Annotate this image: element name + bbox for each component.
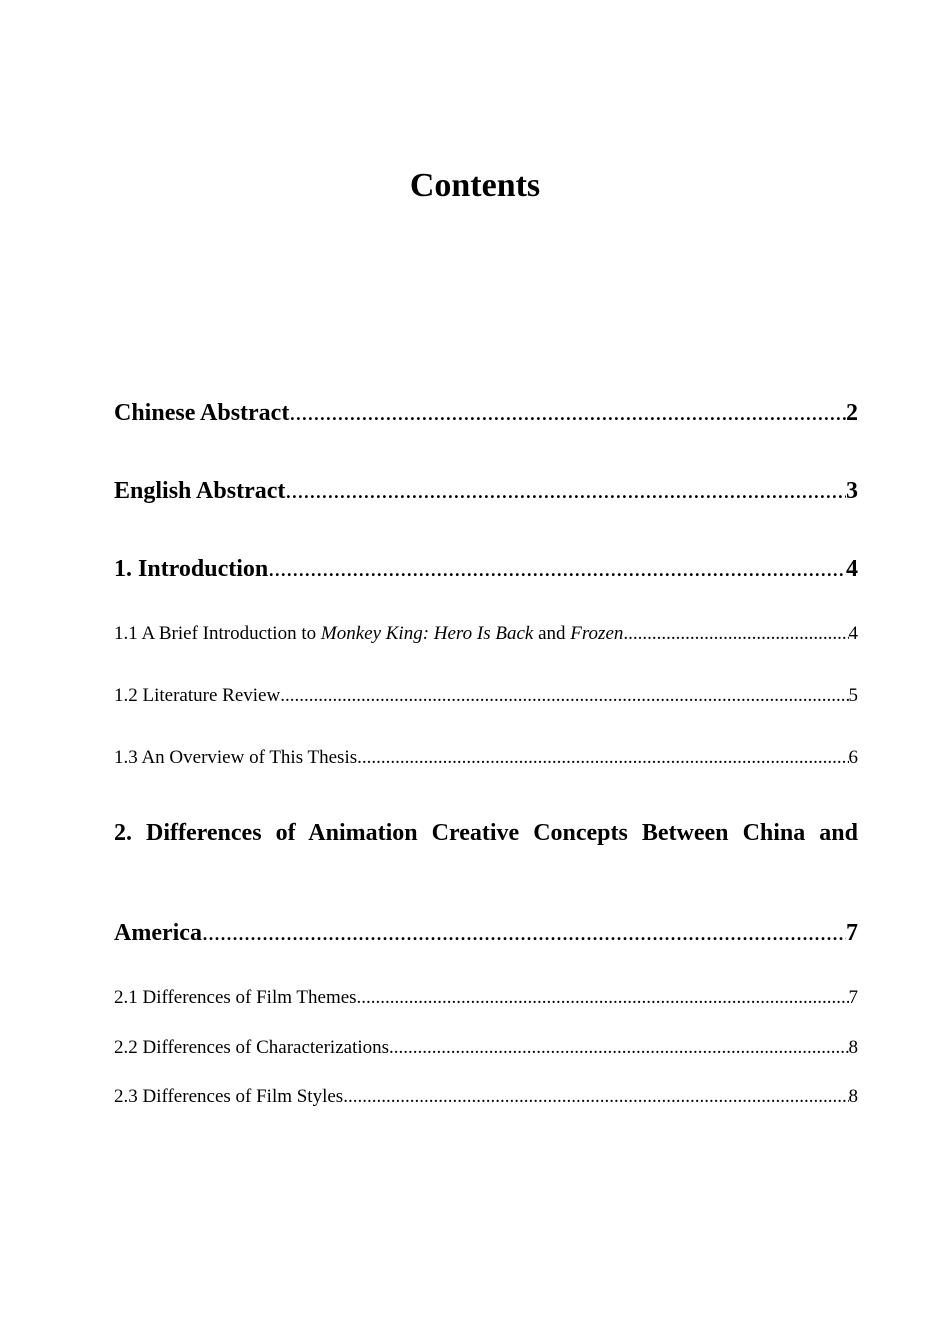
toc-page-number: 8 [848, 1086, 858, 1107]
dot-leader [357, 746, 848, 770]
dot-leader [280, 684, 848, 708]
toc-entry-1-3[interactable] [114, 746, 858, 770]
film-title-monkey-king: Monkey King: Hero Is Back [320, 623, 534, 644]
toc-page-number: 5 [848, 685, 858, 706]
dot-leader [623, 622, 848, 646]
dot-leader [389, 1036, 848, 1060]
page-title: Contents [409, 167, 541, 204]
dot-leader [343, 1085, 848, 1109]
toc-page-number: 4 [848, 623, 858, 644]
toc-page-number: 4 [846, 556, 858, 582]
toc-page-number: 7 [848, 987, 858, 1008]
toc-entry-conjunction: and [533, 623, 571, 644]
toc-entry-chinese-abstract[interactable] [114, 399, 858, 427]
toc-entry-label: 2.1 Differences of Film Themes [114, 987, 357, 1008]
dot-leader [268, 555, 846, 583]
toc-entry-2-2[interactable] [114, 1036, 858, 1060]
toc-entry-label: English Abstract [114, 478, 286, 504]
toc-entry-label: Chinese Abstract [114, 400, 290, 426]
toc-entry-chapter2-line1[interactable]: 2. Differences of Animation Creative Concepts Between China and [114, 820, 858, 846]
dot-leader [289, 399, 846, 427]
toc-entry-2-3[interactable] [114, 1085, 858, 1109]
toc-entry-label: 1.3 An Overview of This Thesis [114, 747, 358, 768]
toc-entry-prefix: 1.1 A Brief Introduction to [114, 623, 321, 644]
toc-page-number: 2 [846, 400, 858, 426]
toc-entry-label: 2.2 Differences of Characterizations [114, 1037, 390, 1058]
toc-page-number: 6 [848, 747, 858, 768]
dot-leader [285, 477, 846, 505]
film-title-frozen: Frozen [570, 623, 624, 644]
toc-entry-label: 1.2 Literature Review [114, 685, 281, 706]
toc-entry-1-1[interactable] [114, 622, 858, 646]
dot-leader [202, 919, 846, 947]
toc-entry-label: America [114, 920, 202, 946]
toc-entry-label [114, 622, 623, 646]
toc-entry-english-abstract[interactable] [114, 477, 858, 505]
toc-page-number: 7 [846, 920, 858, 946]
toc-page-number: 8 [848, 1037, 858, 1058]
toc-page-number: 3 [846, 478, 858, 504]
toc-entry-1-2[interactable] [114, 684, 858, 708]
toc-entry-chapter2-line2[interactable] [114, 919, 858, 947]
toc-entry-label: 2.3 Differences of Film Styles [114, 1086, 344, 1107]
toc-entry-label: 1. Introduction [114, 556, 269, 582]
dot-leader [357, 986, 849, 1010]
toc-entry-introduction[interactable] [114, 555, 858, 583]
toc-entry-2-1[interactable] [114, 986, 858, 1010]
